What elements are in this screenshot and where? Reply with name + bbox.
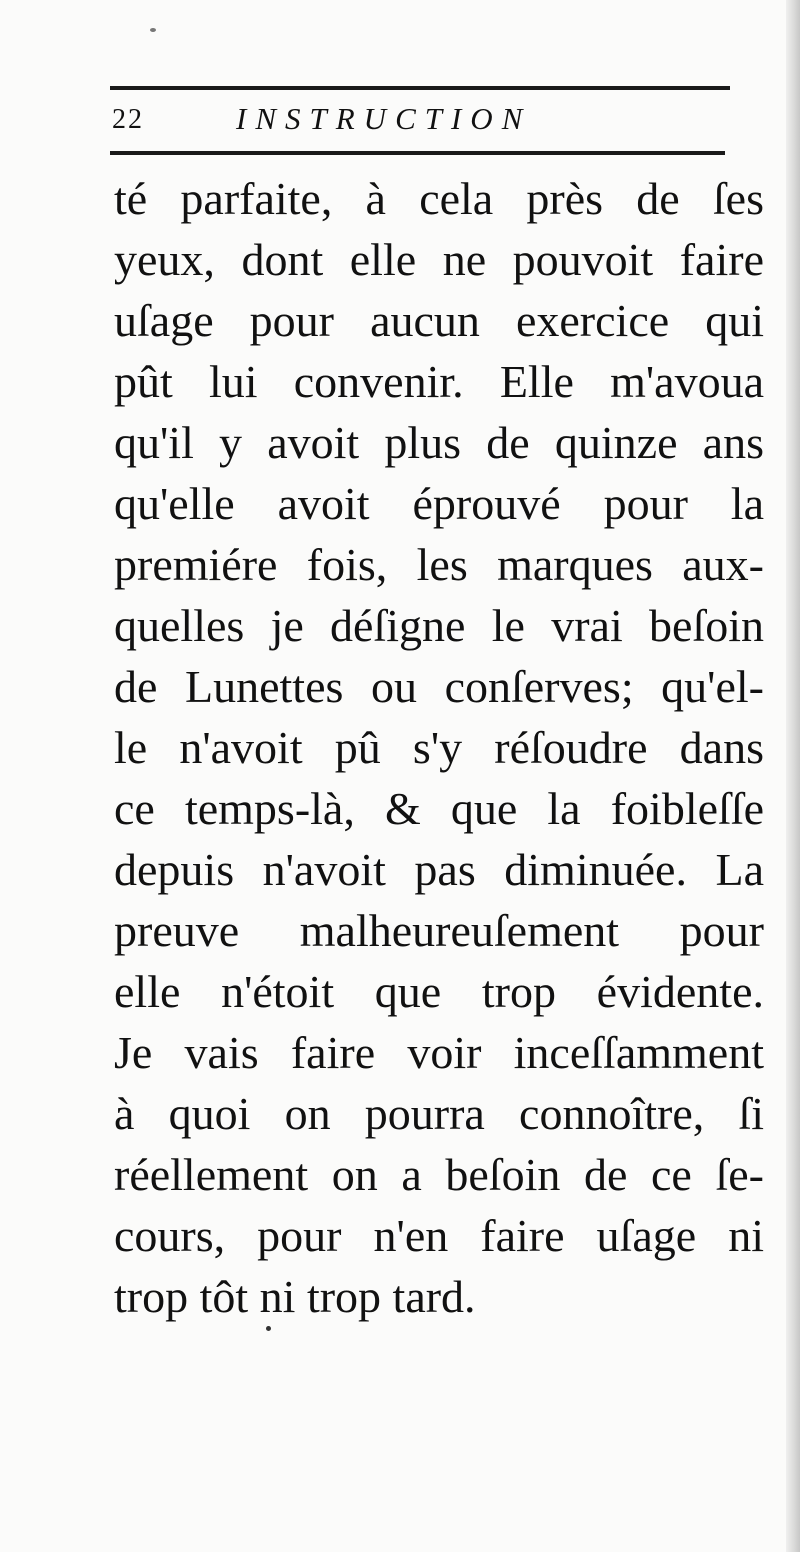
text-line: cours, pour n'en faire uſage ni	[114, 1210, 764, 1261]
text-line: le n'avoit pû s'y réſoudre dans	[114, 722, 764, 773]
running-title: INSTRUCTION	[236, 101, 532, 136]
text-line: ce temps-là, & que la foibleſſe	[114, 783, 764, 834]
text-line: pût lui convenir. Elle m'avoua	[114, 356, 764, 407]
text-line: qu'il y avoit plus de quinze ans	[114, 417, 764, 468]
ink-speck	[150, 28, 156, 32]
text-line: trop tôt ni trop tard.	[114, 1271, 476, 1322]
header-rule-top	[110, 86, 730, 90]
text-line: à quoi on pourra connoître, ſi	[114, 1088, 764, 1139]
text-line: preuve malheureuſement pour	[114, 905, 764, 956]
text-line: Je vais faire voir inceſſamment	[114, 1027, 764, 1078]
text-line: premiére fois, les marques aux-	[114, 539, 764, 590]
text-line: de Lunettes ou conſerves; qu'el-	[114, 661, 764, 712]
page-number: 22	[112, 104, 144, 135]
text-line: quelles je déſigne le vrai beſoin	[114, 600, 764, 651]
text-line: elle n'étoit que trop évidente.	[114, 966, 764, 1017]
text-line: réellement on a beſoin de ce ſe-	[114, 1149, 764, 1200]
text-line: depuis n'avoit pas diminuée. La	[114, 844, 764, 895]
text-line: uſage pour aucun exercice qui	[114, 295, 764, 346]
text-line: qu'elle avoit éprouvé pour la	[114, 478, 764, 529]
text-line: yeux, dont elle ne pouvoit faire	[114, 234, 764, 285]
ink-speck	[266, 1326, 271, 1331]
body-text	[114, 168, 764, 1327]
header-rule-bottom	[110, 151, 725, 155]
text-line: té parfaite, à cela près de ſes	[114, 173, 764, 224]
page-edge-shadow	[786, 0, 800, 1552]
